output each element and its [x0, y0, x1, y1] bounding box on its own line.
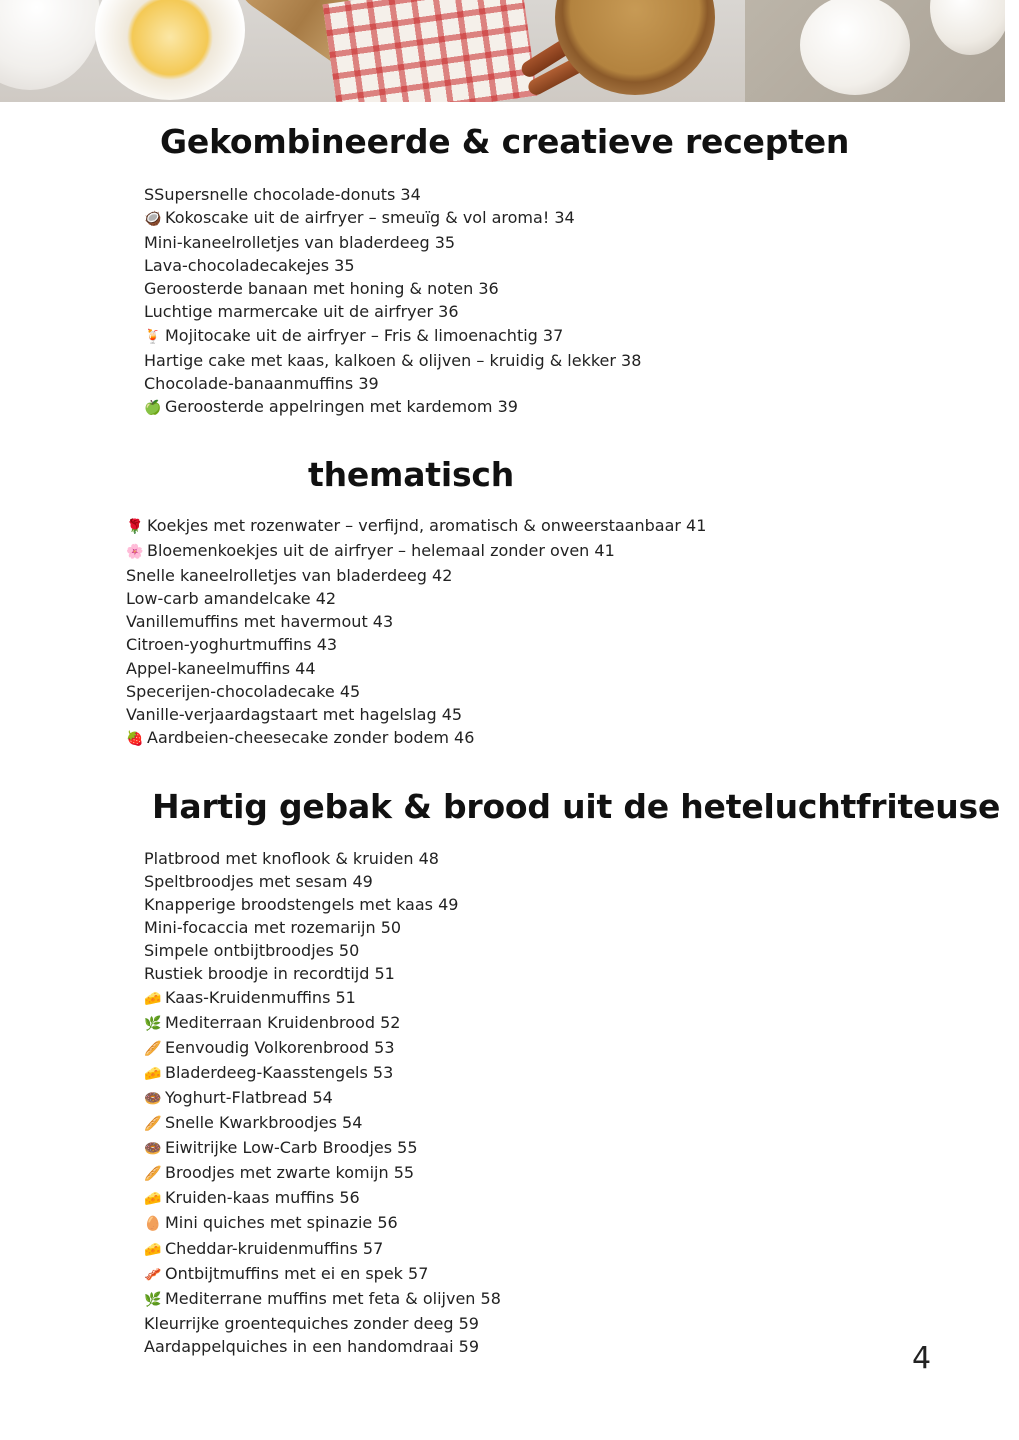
toc-entry: [144, 1086, 501, 1111]
toc-entry: [144, 1335, 501, 1358]
section-heading-combined-creative: Gekombineerde & creatieve recepten: [160, 122, 850, 161]
toc-entry: [144, 1312, 501, 1335]
herb-icon: 🌿: [144, 1291, 162, 1308]
toc-entry-text: Simpele ontbijtbroodjes 50: [144, 941, 360, 961]
baguette-icon: 🥖: [144, 1040, 162, 1057]
toc-entry-text: Geroosterde appelringen met kardemom 39: [165, 396, 518, 416]
toc-entry-text: Vanillemuffins met havermout 43: [126, 612, 394, 632]
toc-entry: [144, 183, 641, 206]
egg-icon: 🥚: [144, 1216, 162, 1233]
toc-entry-text: Lava-chocoladecakejes 35: [144, 256, 355, 276]
toc-entry-text: Kleurrijke groentequiches zonder deeg 59: [144, 1313, 479, 1333]
toc-entry: [144, 870, 501, 893]
toc-entry: [144, 231, 641, 254]
toc-entry-text: Speltbroodjes met sesam 49: [144, 872, 373, 892]
toc-entry: [144, 962, 501, 985]
toc-entry-text: Kruiden-kaas muffins 56: [165, 1188, 360, 1208]
egg-yolk-bowl-shape: [95, 0, 245, 100]
toc-entry-text: Kokoscake uit de airfryer – smeuïg & vol aroma! 34: [165, 208, 575, 228]
toc-entry: [144, 893, 501, 916]
toc-entry: [144, 847, 501, 870]
toc-entry: [144, 372, 641, 395]
toc-entry-text: Ontbijtmuffins met ei en spek 57: [165, 1263, 429, 1283]
toc-entry: [126, 514, 706, 539]
section-heading-thematic: thematisch: [308, 455, 515, 494]
toc-entry: [126, 680, 706, 703]
strawberry-icon: 🍓: [126, 730, 144, 747]
toc-entry: [126, 726, 706, 751]
toc-entry: [144, 349, 641, 372]
toc-entry-text: Snelle Kwarkbroodjes 54: [165, 1113, 363, 1133]
cheese-icon: 🧀: [144, 1065, 162, 1082]
toc-entry: [126, 703, 706, 726]
toc-entry: [144, 1262, 501, 1287]
toc-entry-text: Kaas-Kruidenmuffins 51: [165, 987, 356, 1007]
toc-entry: [144, 300, 641, 323]
toc-entry-text: Bladerdeeg-Kaasstengels 53: [165, 1062, 394, 1082]
toc-entry: [126, 564, 706, 587]
toc-entry-text: Appel-kaneelmuffins 44: [126, 658, 316, 678]
toc-entry-text: Eiwitrijke Low-Carb Broodjes 55: [165, 1138, 418, 1158]
toc-entry-text: Eenvoudig Volkorenbrood 53: [165, 1037, 395, 1057]
cheese-icon: 🧀: [144, 990, 162, 1007]
toc-entry: [144, 254, 641, 277]
toc-entry: [144, 1287, 501, 1312]
cheese-icon: 🧀: [144, 1191, 162, 1208]
toc-entry-text: Low-carb amandelcake 42: [126, 589, 337, 609]
toc-entry-text: Specerijen-chocoladecake 45: [126, 681, 361, 701]
baguette-icon: 🥖: [144, 1166, 162, 1183]
flour-bowl-shape: [0, 0, 100, 90]
recipe-list-thematic: [126, 514, 706, 751]
toc-entry-text: Hartige cake met kaas, kalkoen & olijven – kruidig & lekker 38: [144, 350, 642, 370]
toc-entry-text: Vanille-verjaardagstaart met hagelslag 45: [126, 704, 463, 724]
toc-entry-text: Platbrood met knoflook & kruiden 48: [144, 849, 439, 868]
page-number: 4: [912, 1341, 932, 1376]
toc-entry: [126, 539, 706, 564]
baguette-icon: 🥖: [144, 1116, 162, 1133]
herb-icon: 🌿: [144, 1015, 162, 1032]
toc-entry-text: Mediterraan Kruidenbrood 52: [165, 1012, 401, 1032]
green-apple-icon: 🍏: [144, 399, 162, 416]
toc-entry-text: Chocolade-banaanmuffins 39: [144, 373, 379, 393]
toc-entry-text: SSupersnelle chocolade-donuts 34: [144, 185, 421, 204]
toc-entry-text: Mini-focaccia met rozemarijn 50: [144, 918, 402, 938]
toc-entry-text: Cheddar-kruidenmuffins 57: [165, 1238, 384, 1258]
toc-entry: [144, 1161, 501, 1186]
toc-entry-text: Knapperige broodstengels met kaas 49: [144, 895, 459, 915]
toc-entry-text: Mediterrane muffins met feta & olijven 58: [165, 1288, 501, 1308]
toc-entry-text: Koekjes met rozenwater – verfijnd, aromatisch & onweerstaanbaar 41: [147, 516, 707, 535]
toc-entry-text: Mini-kaneelrolletjes van bladerdeeg 35: [144, 233, 456, 253]
toc-entry-text: Bloemenkoekjes uit de airfryer – helemaal zonder oven 41: [147, 541, 615, 561]
toc-entry-text: Geroosterde banaan met honing & noten 36: [144, 279, 499, 299]
toc-entry-text: Rustiek broodje in recordtijd 51: [144, 964, 395, 984]
toc-entry: [126, 610, 706, 633]
recipe-list-savory-bread: [144, 847, 501, 1358]
cherry-blossom-icon: 🌸: [126, 544, 144, 561]
donut-icon: 🍩: [144, 1141, 162, 1158]
toc-entry-text: Aardbeien-cheesecake zonder bodem 46: [147, 727, 475, 747]
toc-entry-text: Mini quiches met spinazie 56: [165, 1213, 398, 1233]
toc-entry-text: Broodjes met zwarte komijn 55: [165, 1163, 415, 1183]
toc-entry-text: Mojitocake uit de airfryer – Fris & limoenachtig 37: [165, 325, 564, 345]
recipe-list-combined-creative: [144, 183, 641, 420]
toc-entry: [144, 1061, 501, 1086]
bacon-icon: 🥓: [144, 1266, 162, 1283]
toc-entry: [144, 395, 641, 420]
toc-entry: [144, 324, 641, 349]
toc-entry: [126, 587, 706, 610]
toc-entry: [144, 1186, 501, 1211]
toc-entry: [144, 1136, 501, 1161]
toc-entry: [144, 1011, 501, 1036]
toc-entry-text: Luchtige marmercake uit de airfryer 36: [144, 302, 459, 322]
donut-icon: 🍩: [144, 1090, 162, 1107]
toc-entry: [144, 1211, 501, 1236]
toc-entry: [126, 633, 706, 656]
toc-entry: [144, 939, 501, 962]
toc-entry: [144, 1237, 501, 1262]
section-heading-savory-bread: Hartig gebak & brood uit de heteluchtfriteuse: [152, 787, 1001, 826]
toc-entry: [144, 916, 501, 939]
toc-entry-text: Citroen-yoghurtmuffins 43: [126, 635, 338, 655]
toc-entry-text: Yoghurt-Flatbread 54: [165, 1087, 333, 1107]
toc-entry: [144, 1036, 501, 1061]
brown-sugar-bowl-shape: [555, 0, 715, 95]
rose-icon: 🌹: [126, 519, 144, 535]
coconut-icon: 🥥: [144, 211, 162, 228]
cheese-icon: 🧀: [144, 1241, 162, 1258]
header-banner-image: [0, 0, 1005, 102]
toc-entry: [144, 986, 501, 1011]
cocktail-icon: 🍹: [144, 328, 162, 345]
toc-entry-text: Snelle kaneelrolletjes van bladerdeeg 42: [126, 566, 453, 586]
toc-entry: [126, 657, 706, 680]
toc-entry: [144, 277, 641, 300]
kitchen-cloth-shape: [323, 0, 538, 102]
toc-entry: [144, 206, 641, 231]
toc-entry: [144, 1111, 501, 1136]
toc-entry-text: Aardappelquiches in een handomdraai 59: [144, 1336, 479, 1356]
